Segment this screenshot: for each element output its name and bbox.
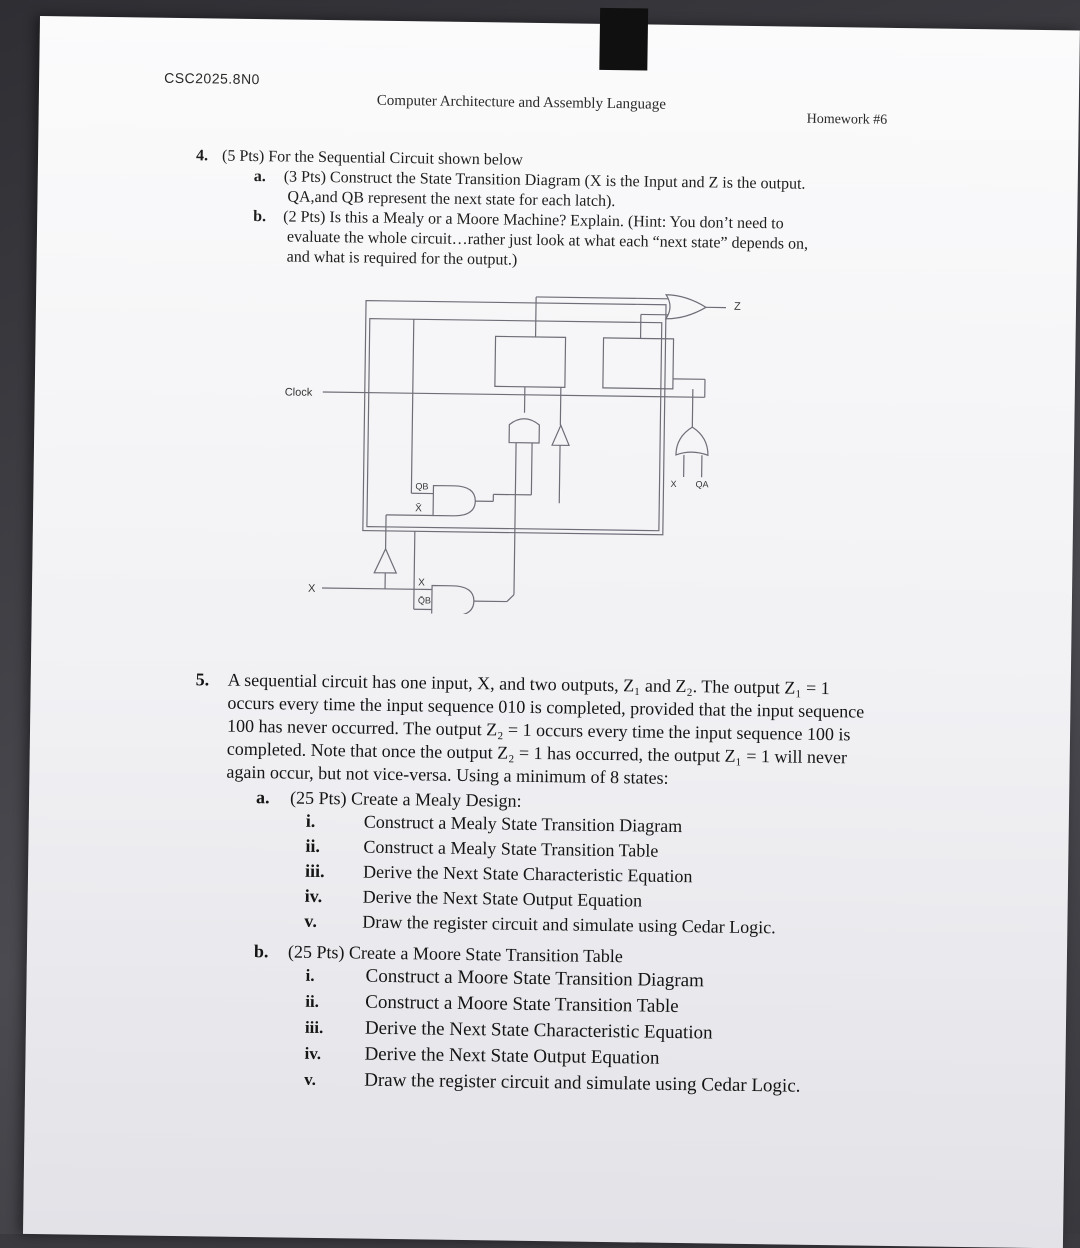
item-numeral: iv. bbox=[304, 1042, 364, 1066]
feedback-wire-outer bbox=[363, 301, 666, 535]
q5-number: 5. bbox=[196, 668, 228, 691]
q5-line4: completed. Note that once the output Z₂ = 1 has occurred, the output Z₁ = 1 will never bbox=[227, 739, 847, 768]
flip-flop-b bbox=[603, 338, 674, 389]
q5-line3: 100 has never occurred. The output Z₂ = 1 occurs every time the input sequence 100 is bbox=[227, 716, 851, 745]
clock-wire bbox=[323, 392, 705, 397]
item-numeral: iii. bbox=[305, 860, 363, 884]
gate-top-input-2: X̄ bbox=[415, 502, 422, 515]
homework-sheet bbox=[23, 16, 1080, 1248]
q5-line5: again occur, but not vice-versa. Using a minimum of 8 states: bbox=[226, 762, 668, 788]
z-output-label: Z bbox=[734, 301, 741, 313]
and-gate-a bbox=[509, 419, 539, 443]
black-tape bbox=[599, 8, 648, 71]
q4b-line3: and what is required for the output.) bbox=[287, 248, 518, 268]
or-gate-z bbox=[666, 295, 706, 320]
q5b-title: (25 Pts) Create a Moore State Transition Table bbox=[288, 942, 623, 967]
item-numeral: ii. bbox=[305, 835, 363, 859]
and-gate-bottom bbox=[432, 586, 474, 617]
sequential-circuit-diagram bbox=[282, 281, 757, 618]
item-text: Construct a Moore State Transition Diagram bbox=[365, 966, 704, 992]
course-code: CSC2025.8N0 bbox=[164, 70, 260, 87]
question-5 bbox=[190, 668, 936, 1102]
clock-label: Clock bbox=[285, 386, 313, 398]
q4-intro: (5 Pts) For the Sequential Circuit shown below bbox=[222, 148, 523, 169]
item-text: Draw the register circuit and simulate using Cedar Logic. bbox=[362, 912, 776, 938]
item-text: Draw the register circuit and simulate using Cedar Logic. bbox=[364, 1070, 801, 1097]
inverter-x bbox=[374, 549, 396, 573]
item-text: Construct a Mealy State Transition Diagram bbox=[364, 812, 683, 836]
question-4 bbox=[195, 146, 917, 276]
q5a-title: (25 Pts) Create a Mealy Design: bbox=[290, 788, 522, 811]
buffer-middle bbox=[552, 425, 569, 445]
item-text: Derive the Next State Characteristic Equation bbox=[365, 1018, 713, 1044]
q4-number: 4. bbox=[196, 146, 222, 166]
item-text: Derive the Next State Output Equation bbox=[363, 887, 643, 911]
q4a-line1: (3 Pts) Construct the State Transition Diagram (X is the Input and Z is the output. bbox=[284, 168, 806, 192]
item-numeral: v. bbox=[304, 910, 362, 934]
and-gate-top bbox=[433, 486, 475, 517]
item-text: Derive the Next State Characteristic Equation bbox=[363, 862, 693, 887]
item-numeral: iii. bbox=[305, 1016, 365, 1040]
homework-label: Homework #6 bbox=[807, 112, 888, 129]
q5a-label: a. bbox=[256, 786, 290, 809]
x-input-wire bbox=[322, 588, 432, 590]
feedback-wire-inner bbox=[367, 319, 662, 531]
or-gate-a bbox=[676, 427, 708, 455]
q4a-label: a. bbox=[254, 167, 284, 187]
q4a-line2: QA,and QB represent the next state for each latch). bbox=[287, 188, 615, 210]
gate-top-input-1: QB bbox=[415, 481, 428, 491]
q5-line2: occurs every time the input sequence 010 is completed, provided that the input sequence bbox=[227, 693, 864, 722]
item-numeral: i. bbox=[305, 964, 365, 988]
q5b-label: b. bbox=[254, 940, 288, 963]
item-numeral: i. bbox=[306, 810, 364, 834]
gate-bottom-input-1: X bbox=[418, 577, 425, 588]
x-input-label: X bbox=[308, 583, 316, 595]
q4b-line1: (2 Pts) Is this a Mealy or a Moore Machine? Explain. (Hint: You don’t need to bbox=[283, 208, 784, 232]
item-text: Construct a Mealy State Transition Table bbox=[363, 837, 658, 861]
course-name: Computer Architecture and Assembly Language bbox=[377, 93, 666, 114]
or-input-x: X bbox=[670, 479, 676, 489]
item-numeral: ii. bbox=[305, 990, 365, 1014]
q5-line1: A sequential circuit has one input, X, and two outputs, Z₁ and Z₂. The output Z₁ = 1 bbox=[228, 670, 830, 698]
flip-flop-a bbox=[495, 336, 566, 387]
item-numeral: iv. bbox=[305, 885, 363, 909]
gate-bottom-input-2: Q̄B bbox=[418, 595, 431, 605]
q4b-line2: evaluate the whole circuit…rather just look at what each “next state” depends on, bbox=[287, 228, 808, 252]
q4b-label: b. bbox=[253, 207, 283, 227]
item-text: Derive the Next State Output Equation bbox=[364, 1044, 659, 1069]
item-text: Construct a Moore State Transition Table bbox=[365, 992, 679, 1017]
item-numeral: v. bbox=[304, 1068, 364, 1092]
or-input-qa: QA bbox=[695, 479, 708, 489]
